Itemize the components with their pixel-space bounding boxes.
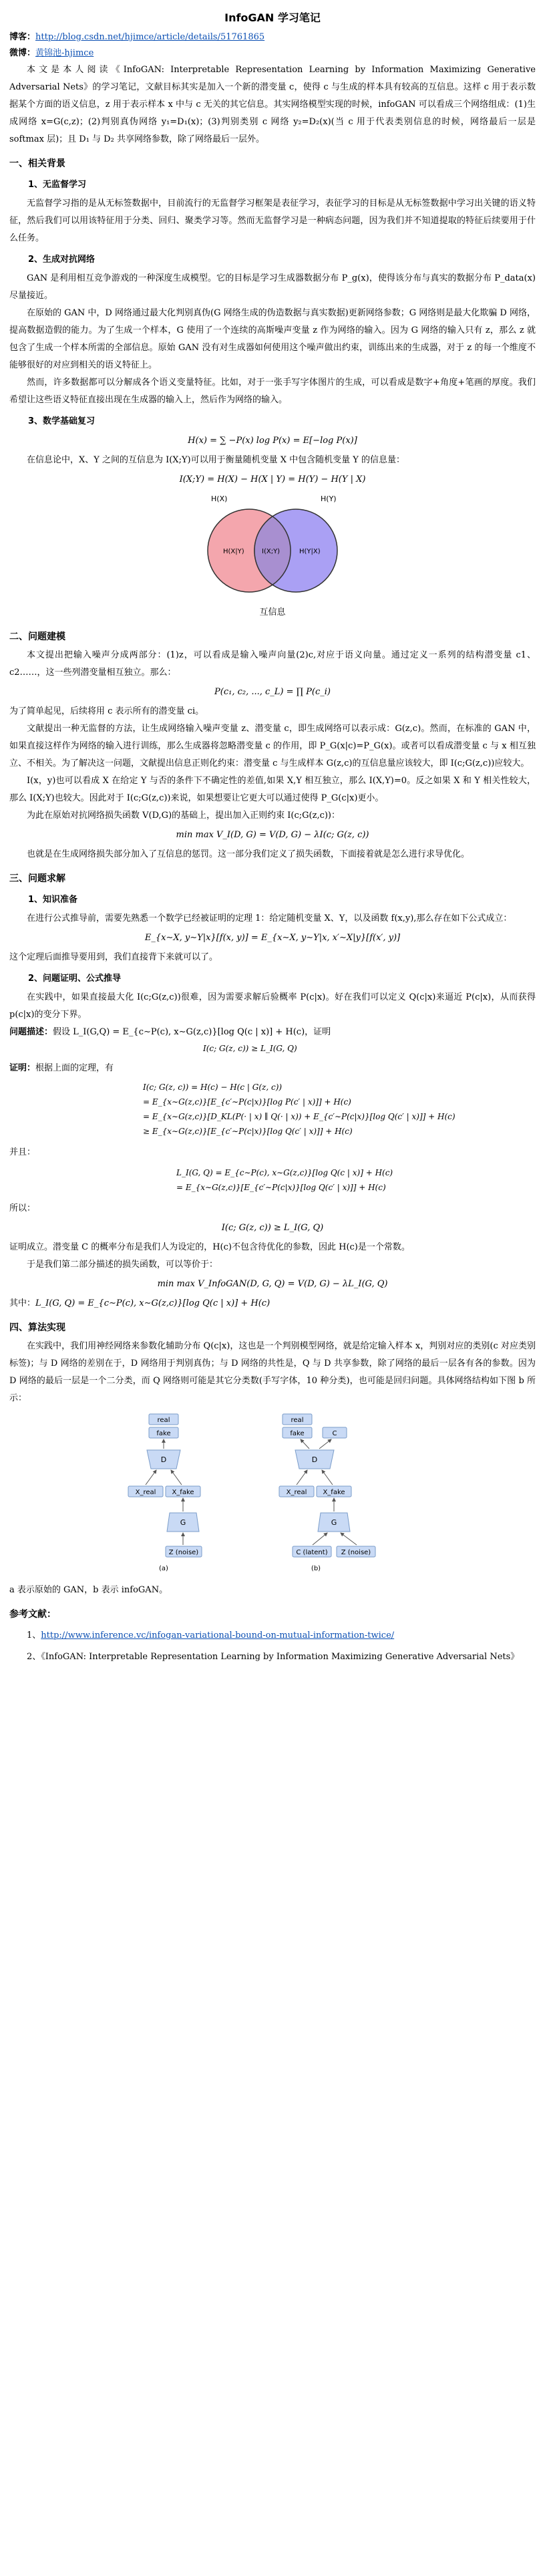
c-latent-label: C (latent) [296,1549,328,1556]
hx-label: H(X) [211,494,228,503]
proof-label: 证明： [9,1063,36,1073]
weibo-link[interactable]: 黄锦池-hjimce [35,48,94,58]
paragraph: 在信息论中，X、Y 之间的互信息为 I(X;Y)可以用于衡量随机变量 X 中包含随机变量 Y 的信息量： [27,455,405,465]
ixy-label: I(X;Y) [262,548,281,555]
entropy-formula: H(x) = ∑ −P(x) log P(x) = E[−log P(x)] [188,436,357,446]
problem-statement [9,1024,536,1041]
blog-line [9,29,536,45]
paragraph: 也就是在生成网络损失部分加入了互信息的惩罚。这一部分我们定义了损失函数，下面接着就是怎么进行求导优化。 [27,849,470,859]
architecture-figure [9,1411,536,1582]
problem-label: 问题描述： [9,1027,53,1037]
references [9,1606,536,1666]
reference-2: 2、《InfoGAN: Interpretable Representation Learning by Information Maximizing Generative Adversarial Nets》 [27,1652,520,1662]
section-3-2-heading: 2、问题证明、公式推导 [28,974,122,984]
paragraph: 然而，许多数据都可以分解成各个语义变量特征。比如，对于一张手写字体图片的生成，可以看成是数字+角度+笔画的厚度。我们希望让这些语义特征直接出现在生成器的输入上，然后作为网络的输入。 [9,378,536,405]
x-fake-label: X_fake [172,1489,194,1496]
hyx-label: H(Y|X) [299,548,321,555]
intro-paragraph: 本文是本人阅读《InfoGAN: Interpretable Representation Learning by Information Maximizing Generative Adversarial Nets》的学习笔记，文献目标其实是加入一个新的潜变量 c，使得 c 与生成的样本具有较高的互信息。这样 c 用于表示数据某个方面的语义信息，z 用于表示样本 x 中与 c 无关的其它信息。其实网络模型实现的时候，infoGAN 可以看成三个网络组成：(1)生成网络 x=G(c,z)；(2)判别真伪网络 y₁=D₁(x)；(3)判别类别 c 网络 y₂=D₂(x)(当 c 用于代表类别信息的时候，网络最后一层是 softmax 层)；且 D₁ 与 D₂ 共享网络参数，除了网络最后一层外。 [9,65,536,144]
fake-label: fake [290,1430,305,1437]
infogan-objective-formula: min max V_InfoGAN(D, G, Q) = V(D, G) − λL_I(G, Q) [157,1279,388,1289]
inequality-formula: I(c; G(z, c)) ≥ L_I(G, Q) [221,1223,324,1233]
d-label: D [160,1455,167,1464]
section-4-heading: 四、算法实现 [9,1322,65,1333]
problem-formula: I(c; G(z, c)) ≥ L_I(G, Q) [203,1044,297,1053]
section-1-1-heading: 1、无监督学习 [28,180,87,190]
section-1-3-heading: 3、数学基础复习 [28,416,96,426]
paragraph: 在实践中，如果直接最大化 I(c;G(z,c))很难，因为需要求解后验概率 P(c|x)。好在我们可以定义 Q(c|x)来逼近 P(c|x)，从而获得 p(c|x)的变分下界。 [9,992,536,1020]
proof-derivation [9,1080,536,1139]
paragraph: 本文提出把输入噪声分成两部分：(1)z，可以看成是输入噪声向量(2)c,对应于语义向量。通过定义一系列的结构潜变量 c1、c2……，这一些列潜变量相互独立。那么： [9,650,536,678]
label-b: (b) [311,1565,321,1572]
lemma-formula: E_{x∼X, y∼Y|x}[f(x, y)] = E_{x∼X, y∼Y|x, x′∼X|y}[f(x′, y)] [144,933,401,943]
x-real-label: X_real [286,1489,307,1496]
paragraph: GAN 是利用相互竞争游戏的一种深度生成模型。它的目标是学习生成器数据分布 P_g(x)，使得该分布与真实的数据分布 P_data(x)尽量接近。 [9,273,536,301]
proof-text: 根据上面的定理，有 [35,1063,114,1073]
section-1-heading: 一、相关背景 [9,158,65,169]
where-formula: L_I(G, Q) = E_{c∼P(c), x∼G(z,c)}[log Q(c | x)] + H(c) [35,1298,270,1308]
c-label: C [332,1430,337,1437]
venn-caption: 互信息 [259,607,286,617]
paragraph: 无监督学习指的是从无标签数据中，目前流行的无监督学习框架是表征学习，表征学习的目标是从无标签数据中学习出关键的语义特征，然后我们可以用该特征用于分类、回归、聚类学习等。然而无监督学习是一种病态问题，因为我们并不知道提取的特征后续要用于什么任务。 [9,198,536,243]
problem-text: 假设 L_I(G,Q) = E_{c∼P(c), x∼G(z,c)}[log Q(c | x)] + H(c)，证明 [53,1027,331,1037]
architecture-diagram [119,1411,426,1575]
mutual-information-formula: I(X;Y) = H(X) − H(X | Y) = H(Y) − H(Y | X) [179,474,366,484]
z-noise-label: Z (noise) [341,1549,371,1556]
independence-formula: P(c₁, c₂, ..., c_L) = ∏ P(c_i) [214,687,331,697]
hxy-label: H(X|Y) [223,548,244,555]
section-2-heading: 二、问题建模 [9,631,65,642]
blog-link[interactable]: http://blog.csdn.net/hjimce/article/details/51761865 [35,32,265,42]
proof-line: I(c; G(z, c)) = H(c) − H(c | G(z, c)) [143,1083,283,1092]
where-label: 其中： [9,1298,36,1308]
proof-intro [9,1060,536,1077]
section-3-1-heading: 1、知识准备 [28,895,78,905]
reference-1-link[interactable]: http://www.inference.vc/infogan-variational-bound-on-mutual-information-twice/ [41,1630,395,1640]
paragraph: 证明成立。潜变量 C 的概率分布是我们人为设定的，H(c)不包含待优化的参数，因此 H(c)是一个常数。 [9,1242,410,1252]
weibo-label: 微博： [9,48,36,58]
paragraph: 在进行公式推导前，需要先熟悉一个数学已经被证明的定理 1：给定随机变量 X、Y，以及函数 f(x,y),那么存在如下公式成立： [27,913,512,923]
proof-line: = E_{x∼G(z,c)}[E_{c′∼P(c|x)}[log P(c′ | x)]] + H(c) [143,1097,351,1107]
so-label: 所以： [9,1203,36,1213]
paragraph: a 表示原始的 GAN，b 表示 infoGAN。 [9,1585,168,1595]
d-label: D [311,1455,318,1464]
diagram-a [128,1414,202,1572]
label-a: (a) [159,1565,168,1572]
and-line: = E_{x∼G(z,c)}[E_{c′∼P(c|x)}[log Q(c′ | x)]] + H(c) [176,1183,386,1192]
g-label: G [331,1518,337,1527]
paragraph: 为了简单起见，后续将用 c 表示所有的潜变量 ci。 [9,706,204,716]
fake-label: fake [156,1430,171,1437]
x-fake-label: X_fake [323,1489,345,1496]
proof-line: = E_{x∼G(z,c)}[D_KL(P(· | x) ∥ Q(· | x)) + E_{c′∼P(c|x)}[log Q(c′ | x)]] + H(c) [143,1112,456,1121]
real-label: real [157,1417,170,1424]
and-line: L_I(G, Q) = E_{c∼P(c), x∼G(z,c)}[log Q(c | x)] + H(c) [176,1168,393,1177]
blog-label: 博客： [9,32,36,42]
paragraph: 文献提出一种无监督的方法，让生成网络输入噪声变量 z、潜变量 c，即生成网络可以表示成：G(z,c)。然而，在标准的 GAN 中，如果直接这样作为网络的输入进行训练，那么生成器将忽略潜变量 c 的作用，即 P_G(x|c)=P_G(x)。或者可以看成潜变量 c 与 x 相互独立、不相关。为了解决这一问题，文献提出信息正则化约束：潜变量 c 与生成样本 G(z,c)的互信息量应该较大，即 I(c;G(z,c))应较大。 [9,724,536,768]
page-title: InfoGAN 学习笔记 [224,11,321,24]
paragraph: 为此在原始对抗网络损失函数 V(D,G)的基础上，提出加入正则约束 I(c;G(z,c))： [27,811,341,821]
venn-diagram [172,490,373,597]
references-heading: 参考文献： [9,1609,56,1620]
diagram-b [279,1414,375,1572]
reference-1-prefix: 1、 [27,1630,41,1640]
x-real-label: X_real [135,1489,156,1496]
reference-1 [9,1627,536,1644]
hy-label: H(Y) [321,494,337,503]
paragraph: 在原始的 GAN 中，D 网络通过最大化判别真伪(G 网络生成的伪造数据与真实数据)更新网络参数；G 网络则是最大化欺骗 D 网络，提高数据造假的能力。为了生成一个样本，G 使用了一个连续的高斯噪声变量 z 作为网络的输入。因为 G 网络的输入只有 z，那么 z 就包含了生成一个样本所需的全部信息。原始 GAN 没有对生成器如何使用这个噪声做出约束，训练出来的生成器，对于 z 的每一个维度不能够很好的对应到相关的语义特征上。 [9,308,536,370]
paragraph: 在实践中，我们用神经网络来参数化辅助分布 Q(c|x)，这也是一个判别模型网络，就是给定输入样本 x，判别对应的类别(c 对应类别标签)；与 D 网络的差别在于，D 网络用于判别真伪；与 D 网络的共性是，Q 与 D 共享参数，除了网络的最后一层各有各的参数。因为 D 网络的最后一层是一个二分类，而 Q 网络则可能是其它分类数(手写字体，10 种分类)，也可能是回归问题。具体网络结构如下图 b 所示： [9,1341,536,1403]
blog-meta [9,29,536,61]
real-label: real [291,1417,304,1424]
paragraph: I(x，y)也可以看成 X 在给定 Y 与否的条件下不确定性的差值,如果 X,Y 相互独立，那么 I(X,Y)=0。反之如果 X 和 Y 相关性较大，那么 I(X;Y)也较大。因此对于 I(c;G(z,c))来说，如果想要让它更大可以通过使得 P_G(c|x)更小。 [9,776,536,803]
regularized-loss-formula: min max V_I(D, G) = V(D, G) − λI(c; G(z, c)) [176,830,369,840]
section-3-heading: 三、问题求解 [9,873,65,884]
paragraph: 这个定理后面推导要用到，我们直接背下来就可以了。 [9,952,218,962]
venn-figure [9,490,536,621]
and-derivation [9,1165,536,1195]
g-label: G [180,1518,186,1527]
weibo-line [9,45,536,61]
proof-line: ≥ E_{x∼G(z,c)}[E_{c′∼P(c|x)}[log Q(c′ | x)]] + H(c) [143,1127,353,1136]
z-noise-label: Z (noise) [168,1549,199,1556]
and-label: 并且： [9,1147,36,1157]
where-line [9,1295,536,1312]
section-1-2-heading: 2、生成对抗网络 [28,255,96,265]
paragraph: 于是我们第二部分描述的损失函数，可以等价于： [27,1260,218,1270]
